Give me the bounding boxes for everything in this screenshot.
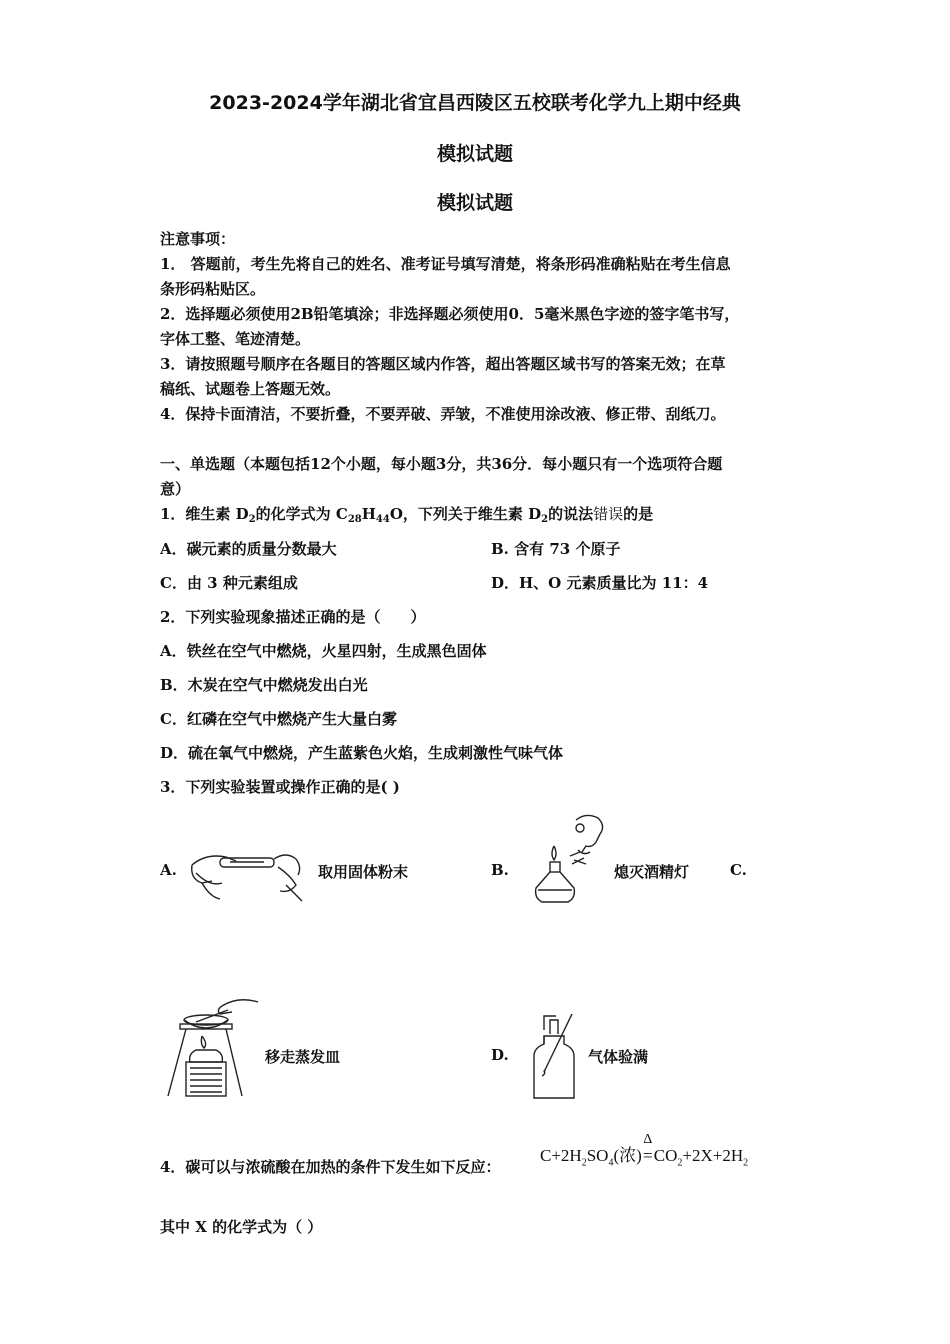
notice-item: 条形码粘贴区。: [160, 280, 266, 298]
gas-bottle-figure: [530, 1014, 582, 1102]
section-heading-cont: 意）: [160, 480, 191, 498]
alcohol-lamp-figure: [528, 812, 608, 910]
q3-option-c-letter: C.: [730, 861, 747, 879]
page-subtitle: 模拟试题: [436, 192, 513, 214]
q2-stem: 2．下列实验现象描述正确的是（ ）: [160, 608, 426, 626]
notice-item: 1． 答题前，考生先将自己的姓名、准考证号填写清楚，将条形码准确粘贴在考生信息: [160, 255, 731, 273]
q3-option-b-label: 熄灭酒精灯: [614, 863, 690, 881]
q3-option-a-label: 取用固体粉末: [318, 863, 409, 881]
page-title: 2023-2024学年湖北省宜昌西陵区五校联考化学九上期中经典: [209, 92, 741, 114]
q1-stem: 1．维生素 $D_2$的化学式为 $C_{28}H_{44}O$，下列关于维生素 $D_2$的说法错误的是: [160, 505, 654, 525]
notice-item: 4．保持卡面清洁，不要折叠，不要弄破、弄皱，不准使用涂改液、修正带、刮纸刀。: [160, 405, 726, 423]
notice-heading: 注意事项：: [160, 230, 236, 248]
q2-option-a: A．铁丝在空气中燃烧，火星四射，生成黑色固体: [160, 642, 487, 660]
q1-option-b: B. 含有 73 个原子: [491, 540, 621, 558]
notice-item: 稿纸、试题卷上答题无效。: [160, 380, 341, 398]
notice-item: 字体工整、笔迹清楚。: [160, 330, 311, 348]
q3-stem: 3．下列实验装置或操作正确的是( ): [160, 778, 400, 796]
q3-option-c-label: 移走蒸发皿: [265, 1048, 341, 1066]
q2-option-c: C．红磷在空气中燃烧产生大量白雾: [160, 710, 397, 728]
q3-option-d-letter: D.: [491, 1046, 509, 1064]
q1-option-c: C．由 3 种元素组成: [160, 574, 298, 592]
notice-item: 2．选择题必须使用2B铅笔填涂；非选择题必须使用0．5毫米黑色字迹的签字笔书写，: [160, 305, 740, 323]
q4-stem: 4．碳可以与浓硫酸在加热的条件下发生如下反应：: [160, 1158, 501, 1176]
section-heading: 一、单选题（本题包括12个小题，每小题3分，共36分．每小题只有一个选项符合题: [160, 455, 723, 473]
page-title-line2: 模拟试题: [436, 143, 513, 165]
q2-option-b: B．木炭在空气中燃烧发出白光: [160, 676, 368, 694]
q3-option-d-label: 气体验满: [588, 1048, 649, 1066]
reaction-equation: $C+2H_2SO_4$(浓) Δ $=CO_2+2X+2H_2$: [540, 1132, 749, 1169]
q4-followup: 其中 X 的化学式为（ ）: [160, 1218, 323, 1236]
q1-option-d: D．H、O 元素质量比为 11：4: [491, 574, 709, 592]
powder-loading-figure: [186, 845, 306, 903]
evaporating-dish-figure: [162, 996, 266, 1100]
heating-delta: Δ: [643, 1132, 653, 1147]
q1-option-a: A．碳元素的质量分数最大: [160, 540, 337, 558]
notice-item: 3．请按照题号顺序在各题目的答题区域内作答，超出答题区域书写的答案无效；在草: [160, 355, 726, 373]
q2-option-d: D．硫在氧气中燃烧，产生蓝紫色火焰，生成刺激性气味气体: [160, 744, 564, 762]
q3-option-b-letter: B.: [491, 861, 509, 879]
q3-option-a-letter: A.: [160, 861, 177, 879]
